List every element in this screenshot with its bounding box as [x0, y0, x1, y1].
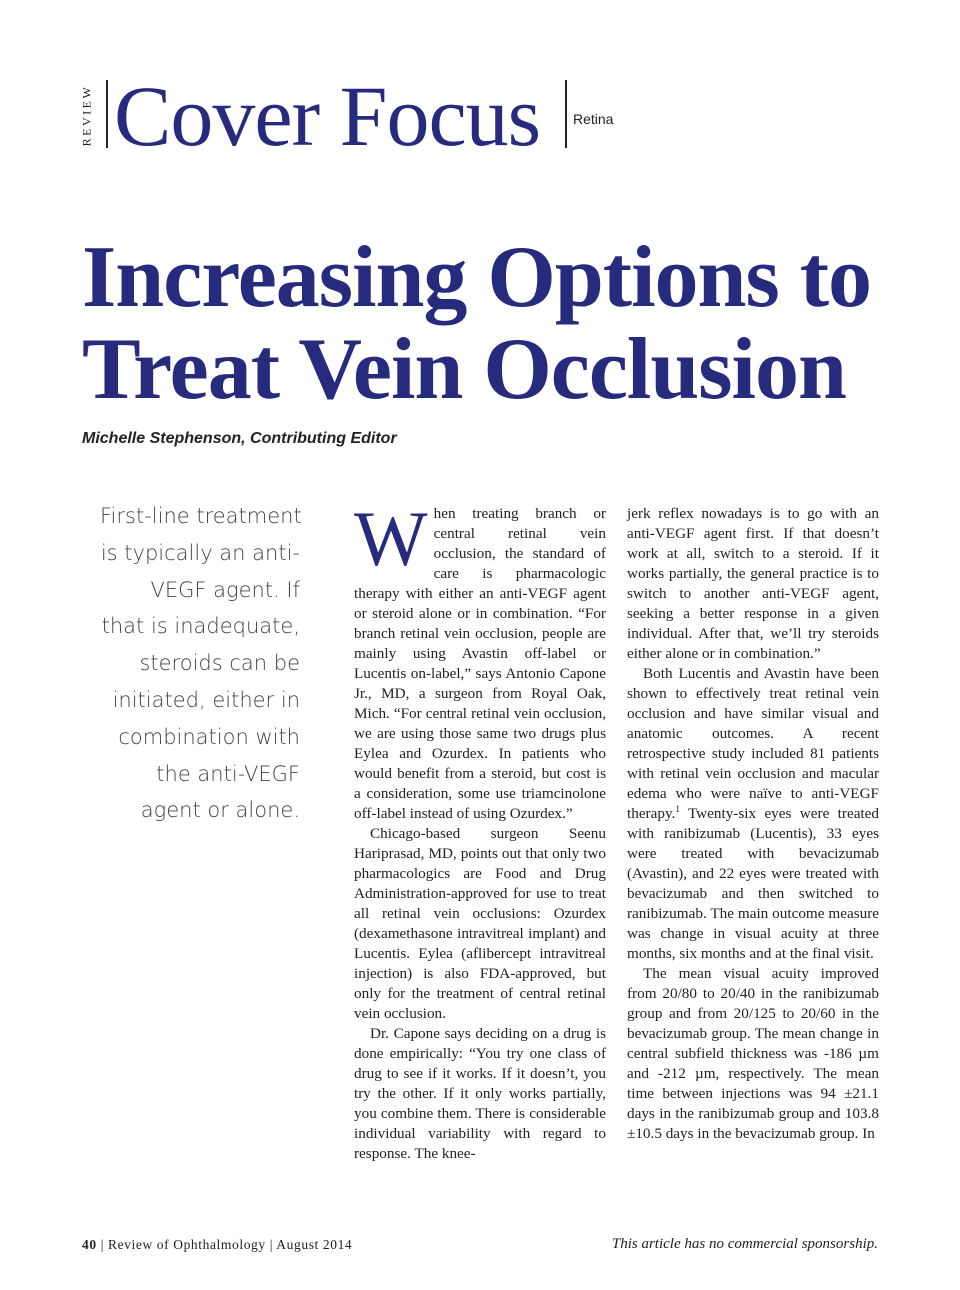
- side-label-text: REVIEW: [79, 84, 94, 146]
- header-divider-right: [565, 80, 567, 148]
- headline-line-2: Treat Vein Occlusion: [82, 321, 846, 418]
- journal-name: Review of Ophthalmology: [107, 1237, 266, 1252]
- article-headline: [82, 229, 942, 418]
- body-paragraph: Chicago-based surgeon Seenu Hariprasad, MD, points out that only two pharmacologics are Food and Drug Administration-approved for use to treat all retinal vein occlusions: Ozurdex (dexamethasone intravitreal implant) and Lucentis. Eylea (aflibercept intravitreal injection) is also FDA-approved, but only for the treatment of central retinal vein occlusion.: [354, 825, 606, 1022]
- header-divider-left: [106, 80, 108, 148]
- folio-separator: |: [100, 1237, 104, 1252]
- paragraph-text: hen treating branch or central retinal vein occlusion, the standard of care is pharmacologic therapy with either an anti-VEGF agent or steroid alone or in combination. “For branch retinal vein occlusion, people are mainly using Avastin off-label or Lucentis on-label,” says Antonio Capone Jr., MD, a surgeon from Royal Oak, Mich. “For central retinal vein occlusion, we are using those same two drugs plus Eylea and Ozurdex. In patients who would benefit from a steroid, but cost is a consideration, some use triamcinolone off-label instead of using Ozurdex.”: [354, 505, 606, 822]
- body-paragraph: jerk reflex nowadays is to go with an anti-VEGF agent first. If that doesn’t work at all, switch to a steroid. If it works partially, the general practice is to switch to another anti-VEGF agent, seeking a better response in a given individual. After that, we’ll try steroids either alone or in combination.”: [627, 505, 879, 662]
- headline-line-1: Increasing Options to: [82, 229, 872, 326]
- section-side-label: [76, 80, 98, 150]
- pull-quote: [100, 498, 300, 829]
- drop-cap: W: [354, 495, 428, 582]
- pull-quote-line: VEGF agent. If: [150, 577, 300, 602]
- body-paragraph: [627, 664, 879, 964]
- pull-quote-line: agent or alone.: [140, 798, 300, 823]
- pull-quote-line: First-line treatment: [100, 504, 302, 528]
- pull-quote-line: steroids can be: [139, 651, 300, 676]
- cover-focus-title: Cover Focus: [114, 68, 541, 164]
- folio-separator: |: [269, 1237, 274, 1252]
- body-column-1: [354, 495, 606, 1164]
- pull-quote-line: combination with: [118, 724, 300, 749]
- reference-superscript: 1: [675, 803, 680, 814]
- body-paragraph: Dr. Capone says deciding on a drug is done empirically: “You try one class of drug to see if it works. If it doesn’t, you try the other. If it only works partially, you combine them. There is considerable individual variability with regard to response. The knee-: [354, 1025, 606, 1162]
- sponsorship-disclaimer: This article has no commercial sponsorship.: [611, 1236, 878, 1252]
- pull-quote-line: the anti-VEGF: [156, 761, 300, 786]
- body-paragraph: The mean visual acuity improved from 20/80 to 20/40 in the ranibizumab group and from 20/125 to 20/60 in the bevacizumab group. The mean change in central subfield thickness was -186 µm and -212 µm, respectively. The mean time between injections was 94 ±21.1 days in the ranibizumab group and 103.8 ±10.5 days in the bevacizumab group. In: [627, 965, 879, 1142]
- paragraph-text: Both Lucentis and Avastin have been shown to effectively treat retinal vein occlusion and have similar visual and anatomic outcomes. A recent retrospective study included 81 patients with retinal vein occlusion and macular edema who were naïve to anti-VEGF therapy.: [627, 665, 879, 822]
- byline: Michelle Stephenson, Contributing Editor: [82, 430, 397, 447]
- section-tag: Retina: [573, 111, 614, 127]
- folio: [82, 1237, 352, 1253]
- pull-quote-line: that is inadequate,: [101, 614, 300, 639]
- pull-quote-line: initiated, either in: [112, 687, 300, 712]
- page-number: 40: [82, 1237, 97, 1252]
- paragraph-text: Twenty-six eyes were treated with ranibizumab (Lucentis), 33 eyes were treated with bevacizumab (Avastin), and 22 eyes were treated with bevacizumab and then switched to ranibizumab. The main outcome measure was change in visual acuity at three months, six months and at the final visit.: [627, 805, 879, 962]
- issue-date: August 2014: [276, 1237, 353, 1252]
- body-column-2: [627, 504, 879, 1144]
- body-paragraph: [354, 495, 606, 824]
- pull-quote-line: is typically an anti-: [100, 540, 300, 565]
